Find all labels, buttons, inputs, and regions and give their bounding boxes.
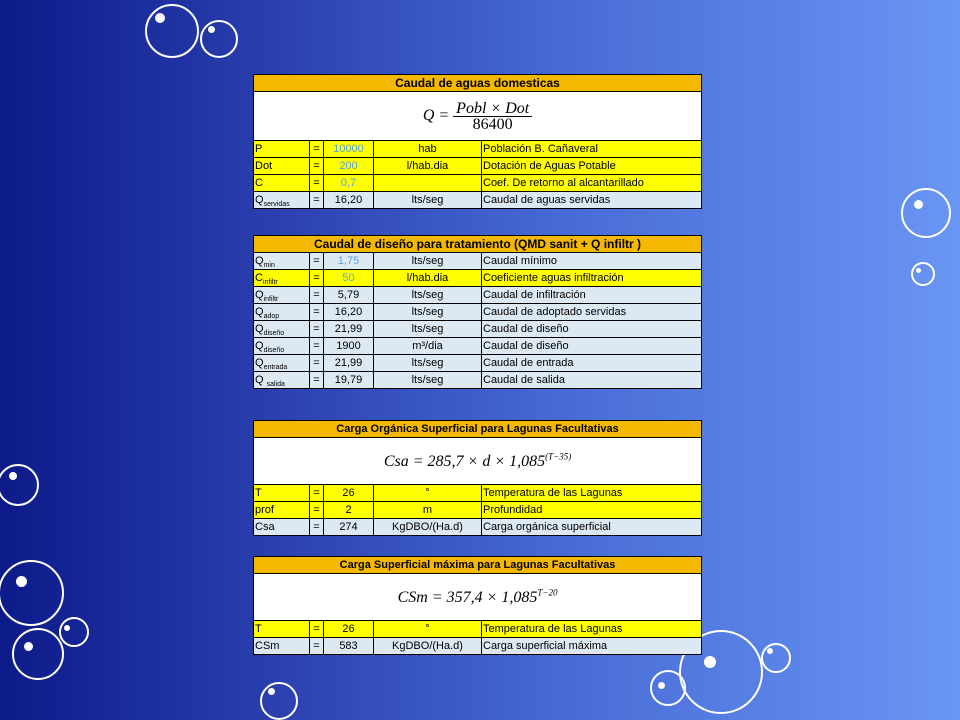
bubble-highlight (9, 472, 17, 480)
bubble-highlight (916, 268, 921, 273)
var-cell: $Q_{servidas}$ (254, 192, 310, 209)
desc-cell: Temperatura de las Lagunas (482, 485, 702, 502)
var-cell: $Q_{adop}$ (254, 304, 310, 321)
unit-cell: ° (374, 621, 482, 638)
desc-cell: Coeficiente aguas infiltración (482, 270, 702, 287)
table-title: Caudal de diseño para tratamiento (QMD sanit + Q infiltr ) (254, 236, 702, 253)
value-cell[interactable]: 21,99 (324, 321, 374, 338)
unit-cell: hab (374, 141, 482, 158)
table-carga-superficial-maxima (253, 556, 702, 655)
formula-text: Csa = 285,7 × d × 1,085 (383, 452, 546, 470)
unit-cell: lts/seg (374, 253, 482, 270)
unit-cell: lts/seg (374, 192, 482, 209)
table-row (254, 175, 702, 192)
unit-cell: lts/seg (374, 321, 482, 338)
eq-cell: = (310, 270, 324, 287)
bubble-decoration (145, 4, 199, 58)
unit-cell: l/hab.dia (374, 270, 482, 287)
eq-cell: = (310, 253, 324, 270)
table-row (254, 502, 702, 519)
desc-cell: Caudal de infiltración (482, 287, 702, 304)
table-row (254, 158, 702, 175)
table-row (254, 253, 702, 270)
var-cell: $C_{infiltr}$ (254, 270, 310, 287)
value-cell[interactable]: 16,20 (324, 304, 374, 321)
eq-cell: = (310, 338, 324, 355)
table-row (254, 321, 702, 338)
table-row (254, 355, 702, 372)
table-carga-organica (253, 420, 702, 536)
bubble-decoration (200, 20, 238, 58)
desc-cell: Caudal de aguas servidas (482, 192, 702, 209)
bubble-decoration (12, 628, 64, 680)
eq-cell: = (310, 175, 324, 192)
eq-cell: = (310, 485, 324, 502)
unit-cell: lts/seg (374, 355, 482, 372)
table-row (254, 304, 702, 321)
var-cell: $Q_{infiltr}$ (254, 287, 310, 304)
bubble-decoration (650, 670, 686, 706)
bubble-highlight (704, 656, 716, 668)
var-cell: C (254, 175, 310, 192)
bubble-decoration (0, 560, 64, 626)
eq-cell: = (310, 502, 324, 519)
unit-cell: lts/seg (374, 287, 482, 304)
bubble-highlight (914, 200, 923, 209)
bubble-highlight (658, 682, 665, 689)
var-cell: P (254, 141, 310, 158)
table-row (254, 192, 702, 209)
value-cell[interactable]: 1900 (324, 338, 374, 355)
eq-cell: = (310, 321, 324, 338)
formula-denominator: 86400 (472, 115, 513, 133)
var-cell: $Q_{diseño}$ (254, 321, 310, 338)
bubble-highlight (24, 642, 33, 651)
unit-cell: lts/seg (374, 372, 482, 389)
unit-cell: m (374, 502, 482, 519)
table-title: Carga Orgánica Superficial para Lagunas Facultativas (254, 421, 702, 438)
value-cell[interactable]: 0,7 (324, 175, 374, 192)
table-row (254, 372, 702, 389)
eq-cell: = (310, 638, 324, 655)
eq-cell: = (310, 372, 324, 389)
desc-cell: Dotación de Aguas Potable (482, 158, 702, 175)
table-caudal-aguas-domesticas (253, 74, 702, 209)
table-row (254, 287, 702, 304)
formula-text: CSm = 357,4 × 1,085 (397, 588, 538, 606)
value-cell[interactable]: 2 (324, 502, 374, 519)
var-cell: $Q_{entrada}$ (254, 355, 310, 372)
table-row (254, 270, 702, 287)
value-cell[interactable]: 200 (324, 158, 374, 175)
var-cell: CSm (254, 638, 310, 655)
unit-cell: ° (374, 485, 482, 502)
desc-cell: Caudal de salida (482, 372, 702, 389)
formula-numerator: Pobl × Dot (453, 101, 532, 117)
value-cell[interactable]: 583 (324, 638, 374, 655)
table-row (254, 519, 702, 536)
bubble-highlight (64, 625, 70, 631)
desc-cell: Caudal de diseño (482, 338, 702, 355)
eq-cell: = (310, 355, 324, 372)
formula-lhs: Q = (422, 106, 450, 124)
desc-cell: Población B. Cañaveral (482, 141, 702, 158)
bubble-decoration (761, 643, 791, 673)
value-cell[interactable]: 10000 (324, 141, 374, 158)
table-row (254, 485, 702, 502)
var-cell: $Q_{min}$ (254, 253, 310, 270)
desc-cell: Caudal mínimo (482, 253, 702, 270)
value-cell[interactable]: 16,20 (324, 192, 374, 209)
table-caudal-diseno (253, 235, 702, 389)
eq-cell: = (310, 304, 324, 321)
formula-exponent: (T−35) (545, 451, 572, 462)
value-cell[interactable]: 50 (324, 270, 374, 287)
bubble-decoration (59, 617, 89, 647)
var-cell: Q $_{salida}$ (254, 372, 310, 389)
var-cell: Dot (254, 158, 310, 175)
unit-cell: lts/seg (374, 304, 482, 321)
value-cell[interactable]: 26 (324, 485, 374, 502)
desc-cell: Carga superficial máxima (482, 638, 702, 655)
eq-cell: = (310, 192, 324, 209)
bubble-highlight (767, 648, 773, 654)
eq-cell: = (310, 158, 324, 175)
value-cell[interactable]: 274 (324, 519, 374, 536)
formula-csa (254, 438, 702, 485)
desc-cell: Caudal de adoptado servidas (482, 304, 702, 321)
table-row (254, 621, 702, 638)
desc-cell: Coef. De retorno al alcantarillado (482, 175, 702, 192)
desc-cell: Caudal de diseño (482, 321, 702, 338)
bubble-highlight (155, 13, 165, 23)
value-cell[interactable]: 19,79 (324, 372, 374, 389)
bubble-decoration (901, 188, 951, 238)
var-cell: Csa (254, 519, 310, 536)
var-cell: T (254, 621, 310, 638)
table-title: Caudal de aguas domesticas (254, 75, 702, 92)
eq-cell: = (310, 621, 324, 638)
unit-cell (374, 175, 482, 192)
eq-cell: = (310, 141, 324, 158)
table-title: Carga Superficial máxima para Lagunas Facultativas (254, 557, 702, 574)
table-row (254, 141, 702, 158)
desc-cell: Profundidad (482, 502, 702, 519)
value-cell[interactable]: 5,79 (324, 287, 374, 304)
eq-cell: = (310, 519, 324, 536)
value-cell[interactable]: 21,99 (324, 355, 374, 372)
unit-cell: KgDBO/(Ha.d) (374, 519, 482, 536)
formula-csm (254, 574, 702, 621)
desc-cell: Temperatura de las Lagunas (482, 621, 702, 638)
var-cell: T (254, 485, 310, 502)
var-cell: prof (254, 502, 310, 519)
unit-cell: l/hab.dia (374, 158, 482, 175)
bubble-decoration (911, 262, 935, 286)
bubble-highlight (16, 576, 27, 587)
var-cell: $Q_{diseño}$ (254, 338, 310, 355)
unit-cell: m³/dia (374, 338, 482, 355)
bubble-highlight (208, 26, 215, 33)
formula-exponent: T−20 (537, 587, 558, 598)
bubble-decoration (0, 464, 39, 506)
bubble-highlight (268, 688, 275, 695)
formula-caudal (254, 92, 702, 141)
eq-cell: = (310, 287, 324, 304)
formula-fraction (453, 101, 532, 132)
unit-cell: KgDBO/(Ha.d) (374, 638, 482, 655)
value-cell[interactable]: 1,75 (324, 253, 374, 270)
table-row (254, 338, 702, 355)
desc-cell: Carga orgánica superficial (482, 519, 702, 536)
value-cell[interactable]: 26 (324, 621, 374, 638)
desc-cell: Caudal de entrada (482, 355, 702, 372)
bubble-decoration (260, 682, 298, 720)
table-row (254, 638, 702, 655)
